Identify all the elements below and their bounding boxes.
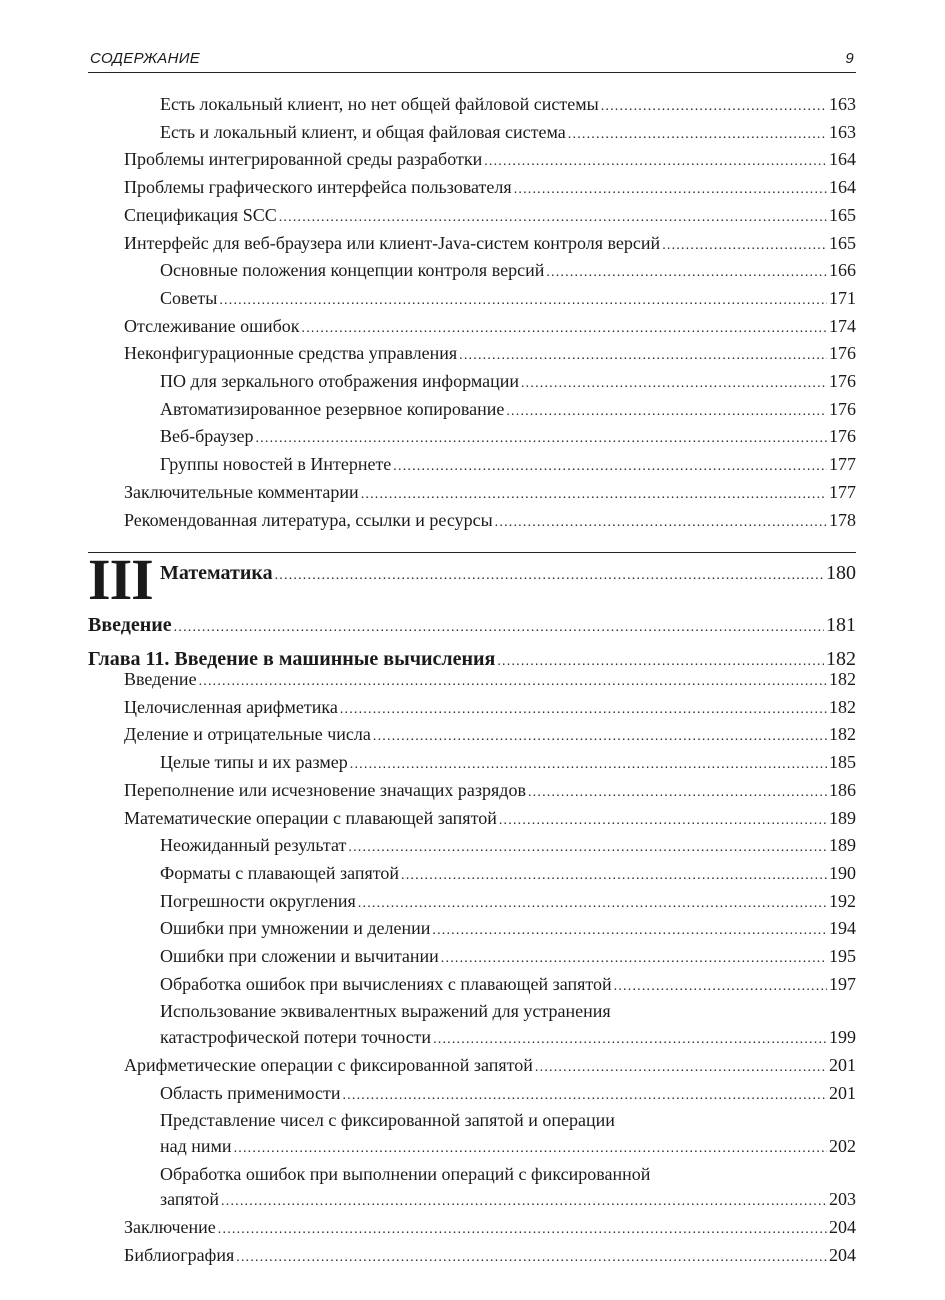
toc-entry-page-number: 189 bbox=[829, 807, 856, 828]
part-divider-rule bbox=[88, 552, 856, 553]
toc-entry-title: Заключительные комментарии bbox=[124, 481, 359, 502]
toc-entry-page-number: 171 bbox=[829, 287, 856, 308]
toc-entry-title-line1: Использование эквивалентных выражений для устранения bbox=[160, 1001, 611, 1022]
intro-page-number: 181 bbox=[826, 614, 856, 636]
toc-entry-page-number: 177 bbox=[829, 481, 856, 502]
toc-entry[interactable] bbox=[88, 369, 856, 397]
leader-dots bbox=[433, 1027, 827, 1053]
toc-entry-title: Есть локальный клиент, но нет общей файловой системы bbox=[160, 94, 599, 114]
toc-entry-page-number: 182 bbox=[829, 669, 856, 689]
toc-entry-page-number: 204 bbox=[829, 1244, 856, 1265]
part-page-number: 180 bbox=[826, 562, 856, 584]
toc-entry[interactable] bbox=[88, 916, 856, 944]
leader-dots bbox=[514, 177, 827, 203]
toc-entry-page-number: 189 bbox=[829, 835, 856, 856]
leader-dots bbox=[495, 510, 827, 536]
leader-dots bbox=[342, 1083, 827, 1109]
toc-entry-title: Есть и локальный клиент, и общая файловая система bbox=[160, 121, 566, 142]
toc-entry[interactable] bbox=[88, 778, 856, 806]
toc-entry-page-number: 199 bbox=[829, 1027, 856, 1048]
part-numeral: III bbox=[88, 547, 153, 612]
leader-dots bbox=[601, 94, 827, 120]
toc-entry-title: Группы новостей в Интернете bbox=[160, 454, 392, 475]
toc-entry[interactable] bbox=[88, 175, 856, 203]
leader-dots bbox=[528, 780, 827, 806]
toc-entry[interactable] bbox=[88, 667, 856, 695]
toc-entry-page-number: 165 bbox=[829, 232, 856, 253]
leader-dots bbox=[459, 343, 827, 369]
leader-dots bbox=[361, 482, 827, 508]
leader-dots bbox=[302, 316, 827, 342]
leader-dots bbox=[358, 891, 827, 917]
toc-entry[interactable] bbox=[88, 861, 856, 889]
toc-entry-title: Введение bbox=[124, 669, 197, 689]
leader-dots bbox=[441, 946, 827, 972]
toc-entry-title: Обработка ошибок при вычислениях с плавающей запятой bbox=[160, 973, 612, 994]
toc-entry-page-number: 176 bbox=[829, 426, 856, 447]
toc-entry[interactable] bbox=[88, 972, 856, 1000]
leader-dots bbox=[506, 399, 827, 425]
toc-entry-page-number: 176 bbox=[829, 343, 856, 364]
toc-entry[interactable] bbox=[88, 999, 856, 1052]
leader-dots bbox=[535, 1055, 827, 1081]
toc-entry-page-number: 174 bbox=[829, 315, 856, 336]
toc-entry[interactable] bbox=[88, 508, 856, 536]
toc-entry[interactable] bbox=[88, 1053, 856, 1081]
chapter-page-number: 182 bbox=[826, 648, 856, 670]
toc-entry-page-number: 202 bbox=[829, 1135, 856, 1156]
toc-entry-title: Математические операции с плавающей запятой bbox=[124, 807, 497, 828]
toc-entry[interactable] bbox=[88, 92, 856, 120]
toc-entry-title: Веб-браузер bbox=[160, 426, 254, 447]
toc-entry-title-line1: Представление чисел с фиксированной запятой и операции bbox=[160, 1110, 615, 1131]
toc-entry-page-number: 194 bbox=[829, 918, 856, 939]
toc-entry[interactable] bbox=[88, 806, 856, 834]
toc-entry-title: Область применимости bbox=[160, 1082, 341, 1103]
toc-entry-title: Автоматизированное резервное копирование bbox=[160, 398, 505, 419]
leader-dots bbox=[662, 233, 827, 259]
toc-entry-page-number: 166 bbox=[829, 260, 856, 281]
toc-part-heading[interactable] bbox=[88, 547, 856, 616]
leader-dots bbox=[484, 149, 827, 175]
leader-dots bbox=[393, 454, 827, 480]
toc-entry[interactable] bbox=[88, 750, 856, 778]
running-header-title: СОДЕРЖАНИЕ bbox=[90, 50, 201, 67]
toc-entry-page-number: 185 bbox=[829, 752, 856, 773]
toc-entry-page-number: 186 bbox=[829, 779, 856, 800]
leader-dots bbox=[614, 974, 827, 1000]
toc-entry-title: Рекомендованная литература, ссылки и ресурсы bbox=[124, 509, 493, 530]
toc-entry[interactable] bbox=[88, 231, 856, 259]
toc-section-top bbox=[88, 92, 856, 535]
leader-dots bbox=[432, 918, 827, 944]
leader-dots bbox=[234, 1136, 827, 1162]
toc-entry[interactable] bbox=[88, 1162, 856, 1215]
toc-entry[interactable] bbox=[88, 203, 856, 231]
toc-entry-page-number: 164 bbox=[829, 149, 856, 170]
toc-entry[interactable] bbox=[88, 1108, 856, 1161]
toc-entry[interactable] bbox=[88, 833, 856, 861]
leader-dots bbox=[255, 426, 827, 452]
toc-entry-page-number: 176 bbox=[829, 371, 856, 392]
toc-entry[interactable] bbox=[88, 944, 856, 972]
leader-dots bbox=[373, 724, 827, 750]
toc-entry[interactable] bbox=[88, 147, 856, 175]
leader-dots bbox=[174, 620, 824, 636]
part-title: Математика bbox=[160, 562, 273, 584]
toc-entry-title: Интерфейс для веб-браузера или клиент-Java-систем контроля версий bbox=[124, 232, 661, 253]
toc-entry-page-number: 163 bbox=[829, 94, 856, 114]
toc-entry[interactable] bbox=[88, 1081, 856, 1109]
toc-entry-title: запятой bbox=[160, 1189, 220, 1210]
toc-section-bottom bbox=[88, 667, 856, 1270]
toc-entry[interactable] bbox=[88, 341, 856, 369]
leader-dots bbox=[279, 205, 827, 231]
toc-entry-title: Основные положения концепции контроля версий bbox=[160, 260, 545, 281]
toc-entry[interactable] bbox=[88, 120, 856, 148]
toc-entry[interactable] bbox=[88, 286, 856, 314]
chapter-title: Глава 11. Введение в машинные вычисления bbox=[88, 648, 496, 670]
toc-entry[interactable] bbox=[88, 424, 856, 452]
toc-entry[interactable] bbox=[88, 722, 856, 750]
leader-dots bbox=[546, 260, 827, 286]
toc-entry-title: Форматы с плавающей запятой bbox=[160, 862, 400, 883]
toc-entry-title: Неконфигурационные средства управления bbox=[124, 343, 458, 364]
leader-dots bbox=[499, 808, 827, 834]
leader-dots bbox=[348, 835, 827, 861]
leader-dots bbox=[568, 122, 827, 148]
toc-entry[interactable] bbox=[88, 889, 856, 917]
toc-entry-page-number: 165 bbox=[829, 204, 856, 225]
toc-entry[interactable] bbox=[88, 695, 856, 723]
toc-entry-page-number: 190 bbox=[829, 862, 856, 883]
toc-entry[interactable] bbox=[88, 258, 856, 286]
toc-entry-page-number: 201 bbox=[829, 1082, 856, 1103]
toc-entry-page-number: 178 bbox=[829, 509, 856, 530]
toc-entry-title: Советы bbox=[160, 287, 218, 308]
toc-entry-page-number: 164 bbox=[829, 177, 856, 198]
toc-entry-title: Заключение bbox=[124, 1217, 216, 1238]
toc-entry[interactable] bbox=[88, 1243, 856, 1271]
leader-dots bbox=[199, 669, 827, 695]
toc-entry[interactable] bbox=[88, 1215, 856, 1243]
leader-dots bbox=[401, 863, 827, 889]
toc-entry-page-number: 192 bbox=[829, 890, 856, 911]
running-header-page-number: 9 bbox=[845, 50, 854, 67]
leader-dots bbox=[340, 697, 827, 723]
toc-entry-page-number: 204 bbox=[829, 1217, 856, 1238]
toc-entry-title: ПО для зеркального отображения информации bbox=[160, 371, 519, 392]
intro-title: Введение bbox=[88, 614, 172, 636]
toc-entry-title-line1: Обработка ошибок при выполнении операций с фиксированной bbox=[160, 1163, 651, 1184]
leader-dots bbox=[521, 371, 827, 397]
toc-entry-page-number: 195 bbox=[829, 946, 856, 967]
toc-entry-title: Ошибки при сложении и вычитании bbox=[160, 946, 439, 967]
leader-dots bbox=[219, 288, 827, 314]
toc-entry-title: Целочисленная арифметика bbox=[124, 696, 338, 717]
toc-entry[interactable] bbox=[88, 397, 856, 425]
leader-dots bbox=[350, 752, 827, 778]
toc-entry[interactable] bbox=[88, 480, 856, 508]
toc-entry-page-number: 182 bbox=[829, 724, 856, 745]
toc-entry[interactable] bbox=[88, 452, 856, 480]
toc-entry-title: Переполнение или исчезновение значащих разрядов bbox=[124, 779, 526, 800]
running-header bbox=[88, 44, 856, 73]
leader-dots bbox=[236, 1245, 827, 1271]
toc-entry-title: Проблемы графического интерфейса пользователя bbox=[124, 177, 512, 198]
toc-entry-title: катастрофической потери точности bbox=[160, 1027, 432, 1048]
toc-entry-page-number: 176 bbox=[829, 398, 856, 419]
toc-entry-title: над ними bbox=[160, 1135, 232, 1156]
toc-entry-title: Неожиданный результат bbox=[160, 835, 347, 856]
leader-dots bbox=[218, 1217, 827, 1243]
toc-entry-title: Ошибки при умножении и делении bbox=[160, 918, 431, 939]
toc-entry-title: Проблемы интегрированной среды разработки bbox=[124, 149, 483, 170]
toc-entry-title: Арифметические операции с фиксированной запятой bbox=[124, 1054, 533, 1075]
toc-entry-title: Спецификация SCC bbox=[124, 204, 277, 225]
toc-entry-page-number: 163 bbox=[829, 121, 856, 142]
toc-entry-page-number: 177 bbox=[829, 454, 856, 475]
toc-entry-title: Деление и отрицательные числа bbox=[124, 724, 371, 745]
toc-entry-title: Погрешности округления bbox=[160, 890, 356, 911]
toc-entry-page-number: 203 bbox=[829, 1189, 856, 1210]
toc-entry-title: Отслеживание ошибок bbox=[124, 315, 300, 336]
toc-entry-page-number: 182 bbox=[829, 696, 856, 717]
toc-entry-page-number: 197 bbox=[829, 973, 856, 994]
toc-entry-title: Библиография bbox=[124, 1244, 235, 1265]
toc-intro-entry[interactable] bbox=[88, 614, 856, 637]
leader-dots bbox=[275, 568, 824, 584]
toc-entry[interactable] bbox=[88, 314, 856, 342]
leader-dots bbox=[221, 1189, 827, 1215]
toc-entry-title: Целые типы и их размер bbox=[160, 752, 348, 773]
toc-entry-page-number: 201 bbox=[829, 1054, 856, 1075]
